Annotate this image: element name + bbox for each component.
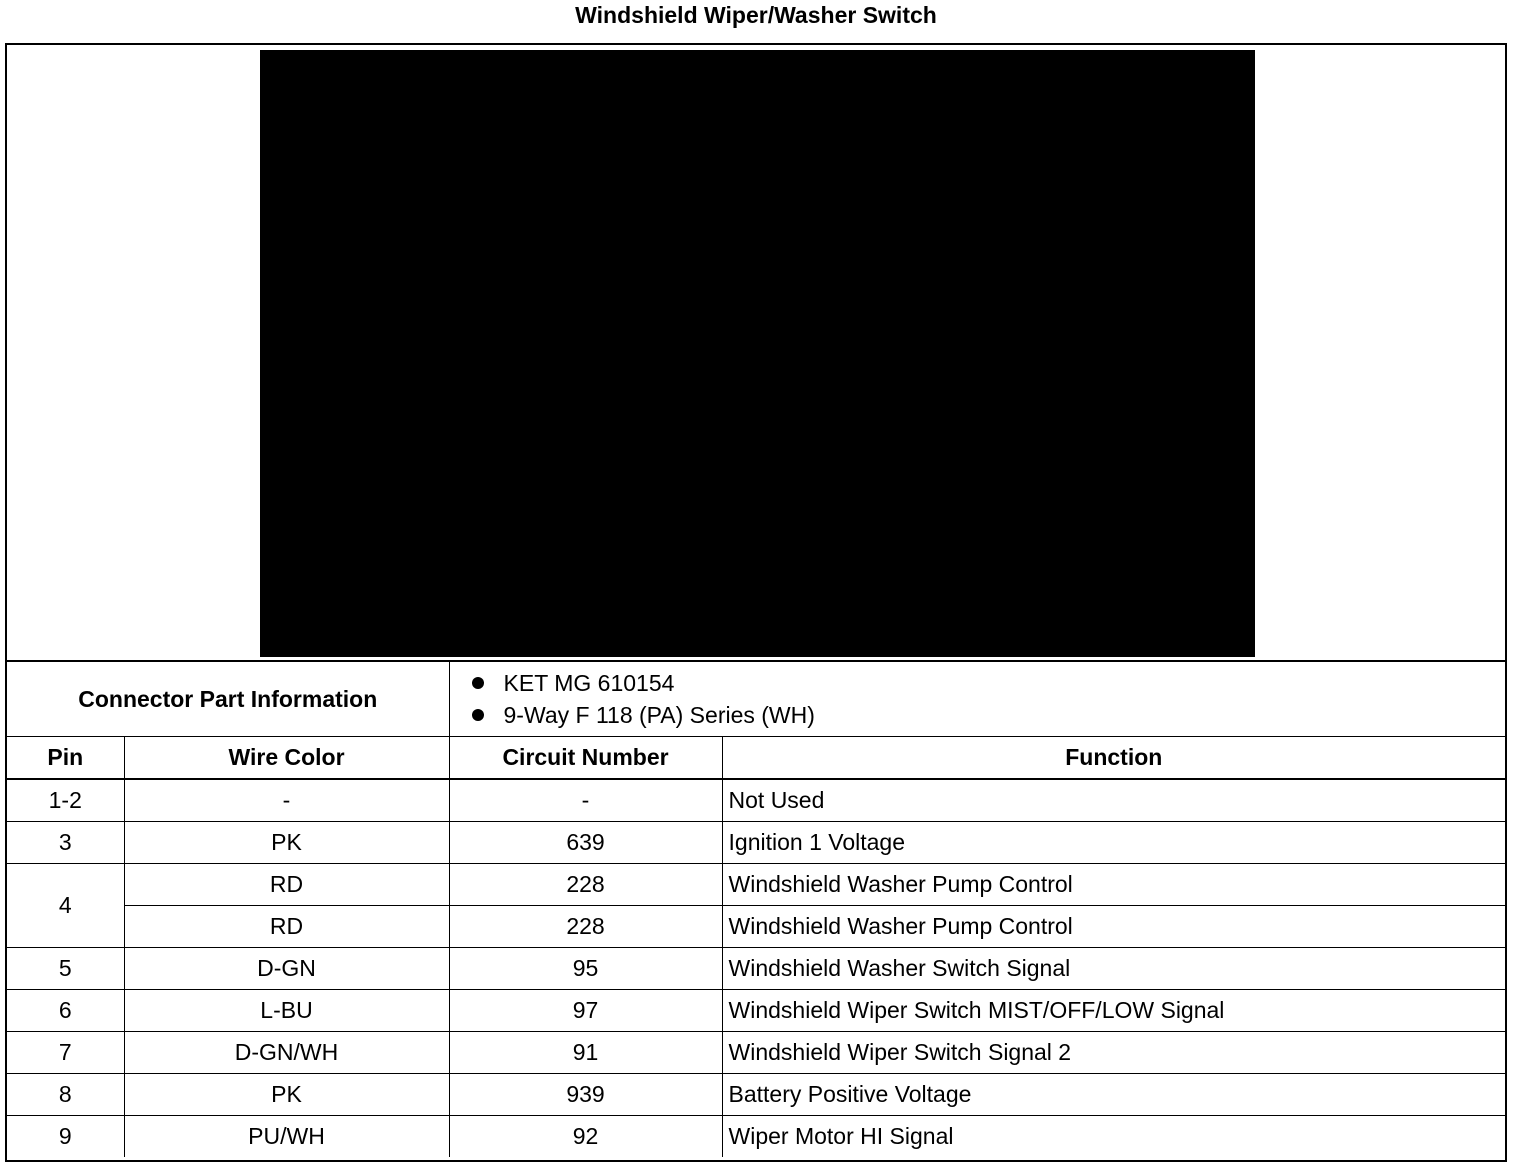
table-row [7,1074,1505,1116]
connector-frame [5,43,1507,1162]
wire-color-cell: PK [124,1074,449,1116]
function-cell: Wiper Motor HI Signal [722,1116,1505,1158]
connector-info-item [472,699,1506,731]
connector-image [260,50,1255,657]
wire-color-cell: D-GN [124,948,449,990]
circuit-number-cell: 228 [449,906,722,948]
wire-color-cell: RD [124,864,449,906]
pin-cell: 8 [7,1074,124,1116]
function-cell: Windshield Washer Switch Signal [722,948,1505,990]
connector-info-text: 9-Way F 118 (PA) Series (WH) [503,702,815,728]
function-cell: Windshield Wiper Switch MIST/OFF/LOW Signal [722,990,1505,1032]
circuit-number-cell: 939 [449,1074,722,1116]
table-row [7,822,1505,864]
wire-color-cell: D-GN/WH [124,1032,449,1074]
table-row [7,1032,1505,1074]
circuit-number-cell: 92 [449,1116,722,1158]
function-cell: Ignition 1 Voltage [722,822,1505,864]
wire-color-cell: PK [124,822,449,864]
pin-cell: 4 [7,864,124,948]
column-header-function: Function [722,737,1505,780]
circuit-number-cell: - [449,779,722,822]
wire-color-cell: L-BU [124,990,449,1032]
circuit-number-cell: 95 [449,948,722,990]
connector-info-item [472,667,1506,699]
table-row [7,948,1505,990]
pinout-table [7,662,1505,1157]
wire-color-cell: - [124,779,449,822]
table-row [7,990,1505,1032]
circuit-number-cell: 639 [449,822,722,864]
circuit-number-cell: 228 [449,864,722,906]
function-cell: Battery Positive Voltage [722,1074,1505,1116]
wire-color-cell: RD [124,906,449,948]
circuit-number-cell: 91 [449,1032,722,1074]
connector-info-row [7,662,1505,737]
column-header-circuit-number: Circuit Number [449,737,722,780]
pin-cell: 6 [7,990,124,1032]
connector-info-text: KET MG 610154 [503,670,675,696]
connector-info-label: Connector Part Information [7,662,449,737]
pin-cell: 9 [7,1116,124,1158]
column-header-wire-color: Wire Color [124,737,449,780]
pin-cell: 7 [7,1032,124,1074]
bullet-icon [472,709,484,721]
column-header-pin: Pin [7,737,124,780]
table-row [7,1116,1505,1158]
pin-cell: 5 [7,948,124,990]
connector-info-list [449,662,1505,737]
function-cell: Windshield Washer Pump Control [722,906,1505,948]
function-cell: Windshield Wiper Switch Signal 2 [722,1032,1505,1074]
table-row [7,779,1505,822]
bullet-icon [472,677,484,689]
table-row [7,864,1505,906]
connector-image-area [7,45,1505,662]
function-cell: Not Used [722,779,1505,822]
function-cell: Windshield Washer Pump Control [722,864,1505,906]
page-title: Windshield Wiper/Washer Switch [575,2,937,28]
circuit-number-cell: 97 [449,990,722,1032]
table-header-row [7,737,1505,780]
pin-cell: 1-2 [7,779,124,822]
table-row [7,906,1505,948]
wire-color-cell: PU/WH [124,1116,449,1158]
pin-cell: 3 [7,822,124,864]
